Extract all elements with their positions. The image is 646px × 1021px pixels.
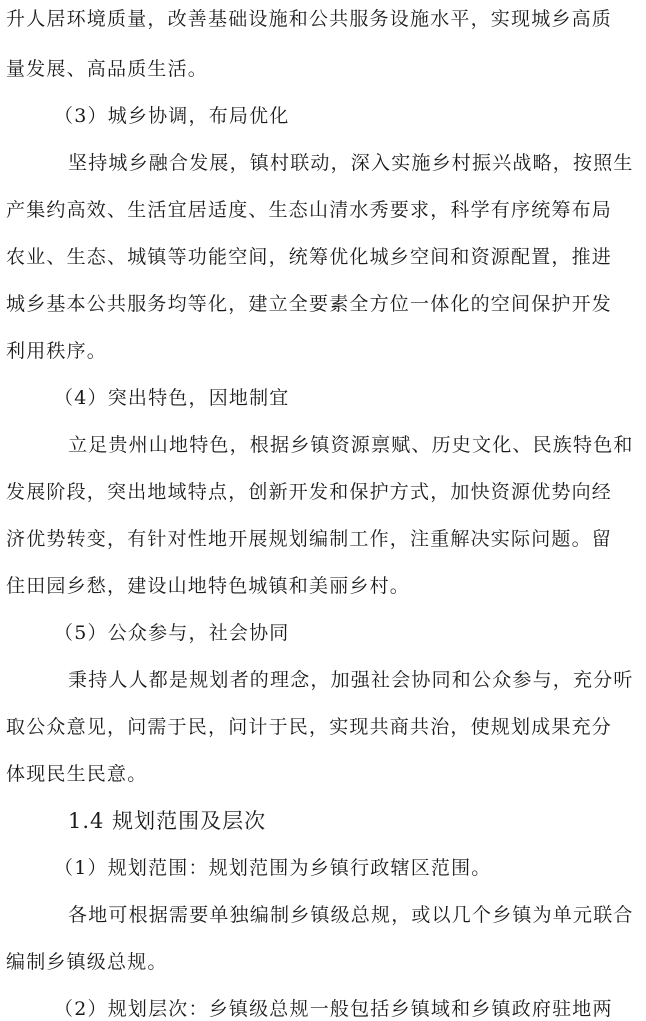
paragraph-line: 各地可根据需要单独编制乡镇级总规，或以几个乡镇为单元联合 [68,904,634,926]
paragraph-line: 住田园乡愁，建设山地特色城镇和美丽乡村。 [6,575,411,597]
paragraph-line: 升人居环境质量，改善基础设施和公共服务设施水平，实现城乡高质 [6,8,613,30]
subheading-highlight-features: （4）突出特色，因地制宜 [54,387,290,409]
paragraph-line: 济优势转变，有针对性地开展规划编制工作，注重解决实际问题。留 [6,528,613,550]
paragraph-line: 农业、生态、城镇等功能空间，统筹优化城乡空间和资源配置，推进 [6,246,613,268]
subheading-public-participation: （5）公众参与，社会协同 [54,622,290,644]
paragraph-line: 立足贵州山地特色，根据乡镇资源禀赋、历史文化、民族特色和 [68,434,634,456]
paragraph-line: 坚持城乡融合发展，镇村联动，深入实施乡村振兴战略，按照生 [68,152,634,174]
subheading-urban-rural-coordination: （3）城乡协调，布局优化 [54,105,290,127]
section-title-planning-scope: 1.4 规划范围及层次 [68,809,267,833]
paragraph-line: 城乡基本公共服务均等化，建立全要素全方位一体化的空间保护开发 [6,293,613,315]
paragraph-line: 编制乡镇级总规。 [6,951,168,973]
paragraph-line: 产集约高效、生活宜居适度、生态山清水秀要求，科学有序统筹布局 [6,199,613,221]
paragraph-line: 取公众意见，问需于民，问计于民，实现共商共治，使规划成果充分 [6,716,613,738]
paragraph-line: 体现民生民意。 [6,763,148,785]
paragraph-line: （1）规划范围：规划范围为乡镇行政辖区范围。 [54,857,492,879]
paragraph-line: 量发展、高品质生活。 [6,58,209,80]
paragraph-line: （2）规划层次：乡镇级总规一般包括乡镇域和乡镇政府驻地两 [54,998,613,1020]
paragraph-line: 利用秩序。 [6,340,108,362]
paragraph-line: 秉持人人都是规划者的理念，加强社会协同和公众参与，充分听 [68,669,634,691]
paragraph-line: 发展阶段，突出地域特点，创新开发和保护方式，加快资源优势向经 [6,481,613,503]
